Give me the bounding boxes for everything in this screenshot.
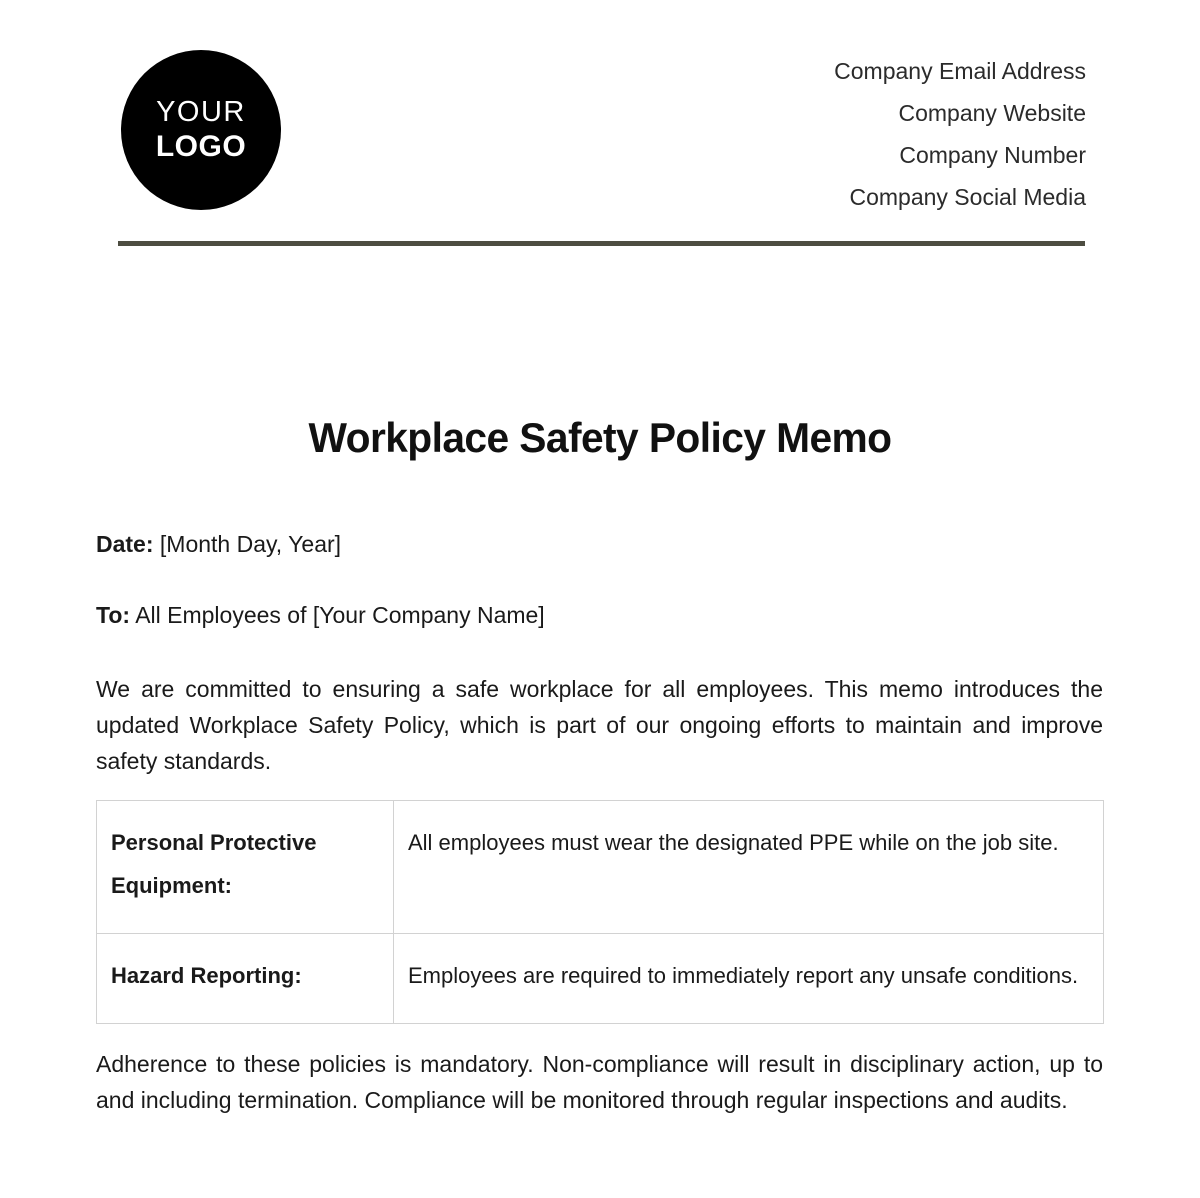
policy-key-hazard-reporting: Hazard Reporting: bbox=[97, 934, 394, 1024]
policy-key-ppe: Personal Protective Equipment: bbox=[97, 801, 394, 934]
company-logo bbox=[121, 50, 281, 210]
closing-paragraph: Adherence to these policies is mandatory. Non-compliance will result in disciplinary action, up to and including termination. Compliance will be monitored through regular inspections and audits. bbox=[96, 1051, 1103, 1113]
logo-text-logo: LOGO bbox=[155, 130, 247, 163]
memo-date-label: Date: bbox=[96, 531, 154, 557]
policy-value-hazard-reporting: Employees are required to immediately report any unsafe conditions. bbox=[394, 934, 1104, 1024]
header-divider-rule bbox=[118, 241, 1085, 246]
contact-website: Company Website bbox=[898, 100, 1086, 126]
document-header bbox=[0, 0, 1200, 262]
memo-body bbox=[96, 529, 1103, 1118]
table-row bbox=[97, 934, 1104, 1024]
company-contact-block bbox=[566, 50, 1086, 218]
intro-paragraph: We are committed to ensuring a safe workplace for all employees. This memo introduces the updated Workplace Safety Policy, which is part of our ongoing efforts to maintain and improve safety standards. bbox=[96, 676, 1103, 774]
contact-email-address: Company Email Address bbox=[834, 58, 1086, 84]
closing-paragraph-wrapper bbox=[96, 1046, 1103, 1118]
memo-date-value: [Month Day, Year] bbox=[159, 531, 342, 557]
memo-to-value: All Employees of [Your Company Name] bbox=[135, 602, 545, 628]
contact-social-media: Company Social Media bbox=[849, 184, 1086, 210]
contact-number: Company Number bbox=[899, 142, 1086, 168]
memo-to-line bbox=[96, 600, 1103, 630]
policy-value-ppe: All employees must wear the designated PPE while on the job site. bbox=[394, 801, 1104, 934]
logo-text-your: YOUR bbox=[156, 96, 246, 128]
table-row bbox=[97, 801, 1104, 934]
memo-date-line bbox=[96, 529, 1103, 559]
policy-table bbox=[96, 800, 1104, 1024]
page-title: Workplace Safety Policy Memo bbox=[308, 414, 892, 461]
memo-to-label: To: bbox=[96, 602, 131, 628]
